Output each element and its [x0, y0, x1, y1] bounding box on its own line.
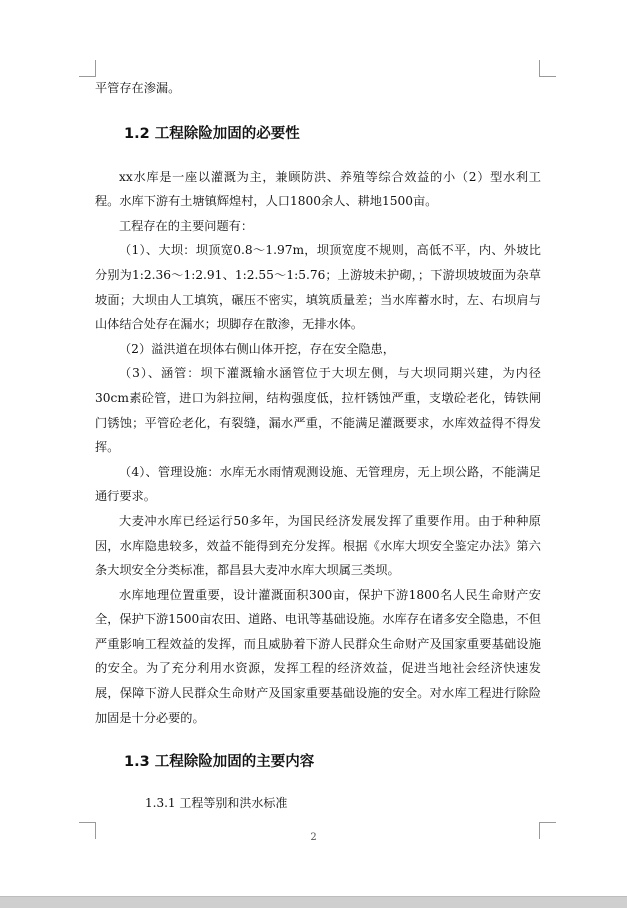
- paragraph-problems-intro: 工程存在的主要问题有：: [119, 218, 254, 233]
- viewer-bottom-gap: [0, 896, 627, 908]
- paragraph-management-problems: （4）、管理设施：水库无水雨情观测设施、无管理房，无上坝公路，不能满足通行要求。: [95, 464, 541, 504]
- section-heading-1-2: 1.2 工程除险加固的必要性: [124, 125, 300, 142]
- paragraph-culvert-problems: （3）、涵管：坝下灌溉输水涵管位于大坝左侧，与大坝同期兴建，为内径30cm素砼管，进口为斜拉闸，结构强度低，拉杆锈蚀严重，支墩砼老化，铸铁闸门锈蚀；平管砼老化，有裂缝，漏水严重，不能满足灌溉要求，水库效益得不得发挥。: [95, 366, 541, 455]
- subsection-heading-1-3-1: 1.3.1 工程等别和洪水标准: [145, 796, 288, 811]
- paragraph-reservoir-overview: xx水库是一座以灌溉为主，兼顾防洪、养殖等综合效益的小（2）型水利工程。水库下游有土塘镇辉煌村，人口1800余人、耕地1500亩。: [95, 169, 541, 209]
- page-corner-mark-top-right: [539, 60, 556, 77]
- continued-paragraph: 平管存在渗漏。: [95, 81, 181, 95]
- page-content: [95, 76, 541, 814]
- section-heading-1-3: 1.3 工程除险加固的主要内容: [124, 754, 315, 771]
- paragraph-dam-classification: 大麦冲水库已经运行50多年，为国民经济发展发挥了重要作用。由于种种原因，水库隐患较多，效益不能得到充分发挥。根据《水库大坝安全鉴定办法》第六条大坝安全分类标准，都昌县大麦冲水库大坝属三类坝。: [95, 513, 541, 578]
- paragraph-spillway-problems: （2）溢洪道在坝体右侧山体开挖，存在安全隐患，: [119, 341, 395, 356]
- paragraph-necessity-conclusion: 水库地理位置重要，设计灌溉面积300亩，保护下游1800名人民生命财产安全，保护下游1500亩农田、道路、电讯等基础设施。水库存在诸多安全隐患，不但严重影响工程效益的发挥，而且威胁着下游人民群众生命财产及国家重要基础设施的安全。为了充分利用水资源，发挥工程的经济效益，促进当地社会经济快速发展，保障下游人民群众生命财产及国家重要基础设施的安全。对水库工程进行除险加固是十分必要的。: [95, 587, 541, 725]
- page-number: 2: [310, 832, 317, 843]
- page-corner-mark-top-left: [79, 60, 96, 77]
- paragraph-dam-problems: （1）、大坝：坝顶宽0.8～1.97m，坝顶宽度不规则，高低不平，内、外坡比分别为1:2.36～1:2.91、1:2.55～1:5.76；上游坡未护砌，；下游坝坡坡面为杂草坡面；大坝由人工填筑，碾压不密实，填筑质量差；当水库蓄水时，左、右坝肩与山体结合处存在漏水；坝脚存在散渗，无排水体。: [95, 243, 541, 332]
